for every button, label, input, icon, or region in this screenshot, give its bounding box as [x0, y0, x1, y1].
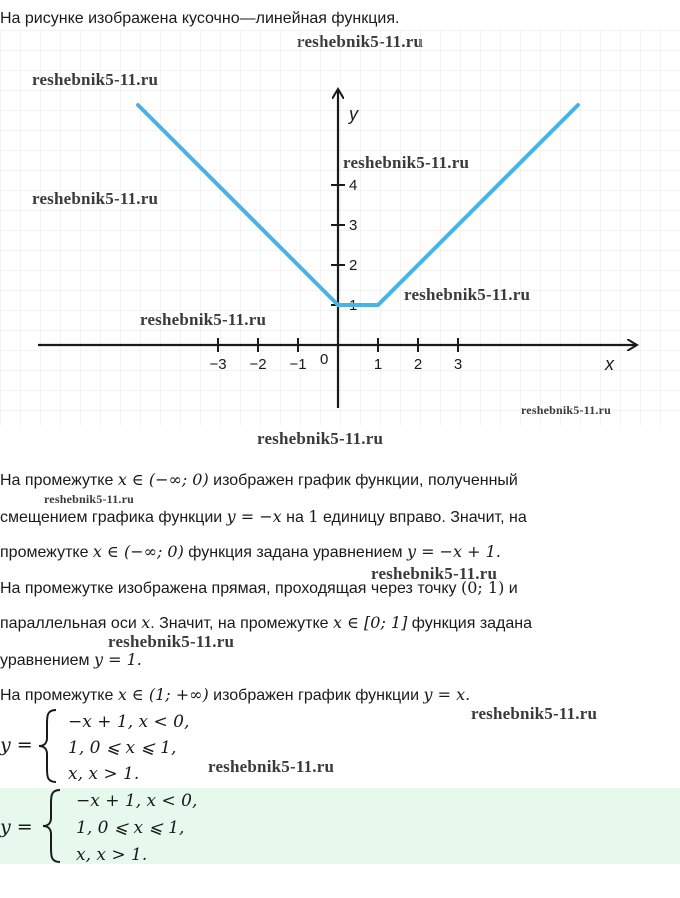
- solution-line-6: уравнением y = 1.: [0, 650, 142, 669]
- system-row: −x + 1, x < 0,: [68, 712, 190, 732]
- x-tick-label: 2: [413, 356, 423, 373]
- left-brace-icon: [36, 708, 60, 784]
- watermark: reshebnik5-11.ru: [471, 704, 598, 723]
- watermark: reshebnik5-11.ru: [44, 492, 134, 506]
- watermark: reshebnik5-11.ru: [108, 632, 235, 651]
- watermark: reshebnik5-11.ru: [404, 285, 531, 304]
- system-row: −x + 1, x < 0,: [76, 791, 198, 811]
- y-tick-label: 3: [349, 217, 358, 234]
- solution-line-4: На промежутке изображена прямая, проходящая через точку (0; 1) и: [0, 578, 518, 597]
- watermark: reshebnik5-11.ru: [521, 403, 611, 417]
- watermark: reshebnik5-11.ru: [32, 70, 159, 89]
- watermark: reshebnik5-11.ru: [32, 189, 159, 208]
- solution-line-5: параллельная оси x. Значит, на промежутке x ∈ [0; 1] функция задана: [0, 613, 533, 632]
- y-tick-label: 4: [349, 177, 358, 194]
- x-tick-label: 1: [373, 356, 383, 373]
- system-row: 1, 0 ⩽ x ⩽ 1,: [76, 818, 185, 838]
- origin-label: 0: [320, 351, 329, 368]
- x-axis-label: x: [605, 354, 614, 374]
- system-lhs: y =: [0, 816, 33, 838]
- left-brace-icon: [40, 788, 64, 864]
- y-tick-label: 1: [349, 297, 358, 314]
- watermark: reshebnik5-11.ru: [257, 429, 384, 448]
- watermark: reshebnik5-11.ru: [343, 153, 470, 172]
- watermark: reshebnik5-11.ru: [208, 757, 335, 776]
- watermark: reshebnik5-11.ru: [140, 310, 267, 329]
- solution-line-1: На промежутке x ∈ (−∞; 0) изображен график функции, полученный: [0, 470, 518, 489]
- system-row: x, x > 1.: [76, 845, 148, 865]
- system-lhs: y =: [0, 734, 33, 756]
- y-axis-label: y: [349, 104, 358, 124]
- solution-line-2: смещением графика функции y = −x на 1 единицу вправо. Значит, на: [0, 507, 527, 526]
- function-graph: [0, 30, 680, 430]
- system-row: x, x > 1.: [68, 764, 140, 784]
- system-row: 1, 0 ⩽ x ⩽ 1,: [68, 738, 177, 758]
- answer-system: [0, 788, 680, 864]
- x-tick-label: 3: [453, 356, 463, 373]
- y-tick-label: 2: [349, 257, 358, 274]
- x-tick-label: −2: [249, 356, 267, 373]
- watermark: reshebnik5-11.ru: [371, 564, 498, 583]
- piecewise-system: [0, 708, 680, 784]
- x-tick-label: −1: [289, 356, 307, 373]
- x-tick-label: −3: [209, 356, 227, 373]
- solution-line-3: промежутке x ∈ (−∞; 0) функция задана уравнением y = −x + 1.: [0, 542, 501, 561]
- intro-text: На рисунке изображена кусочно—линейная функция.: [0, 10, 400, 27]
- solution-line-7: На промежутке x ∈ (1; +∞) изображен график функции y = x.: [0, 685, 471, 704]
